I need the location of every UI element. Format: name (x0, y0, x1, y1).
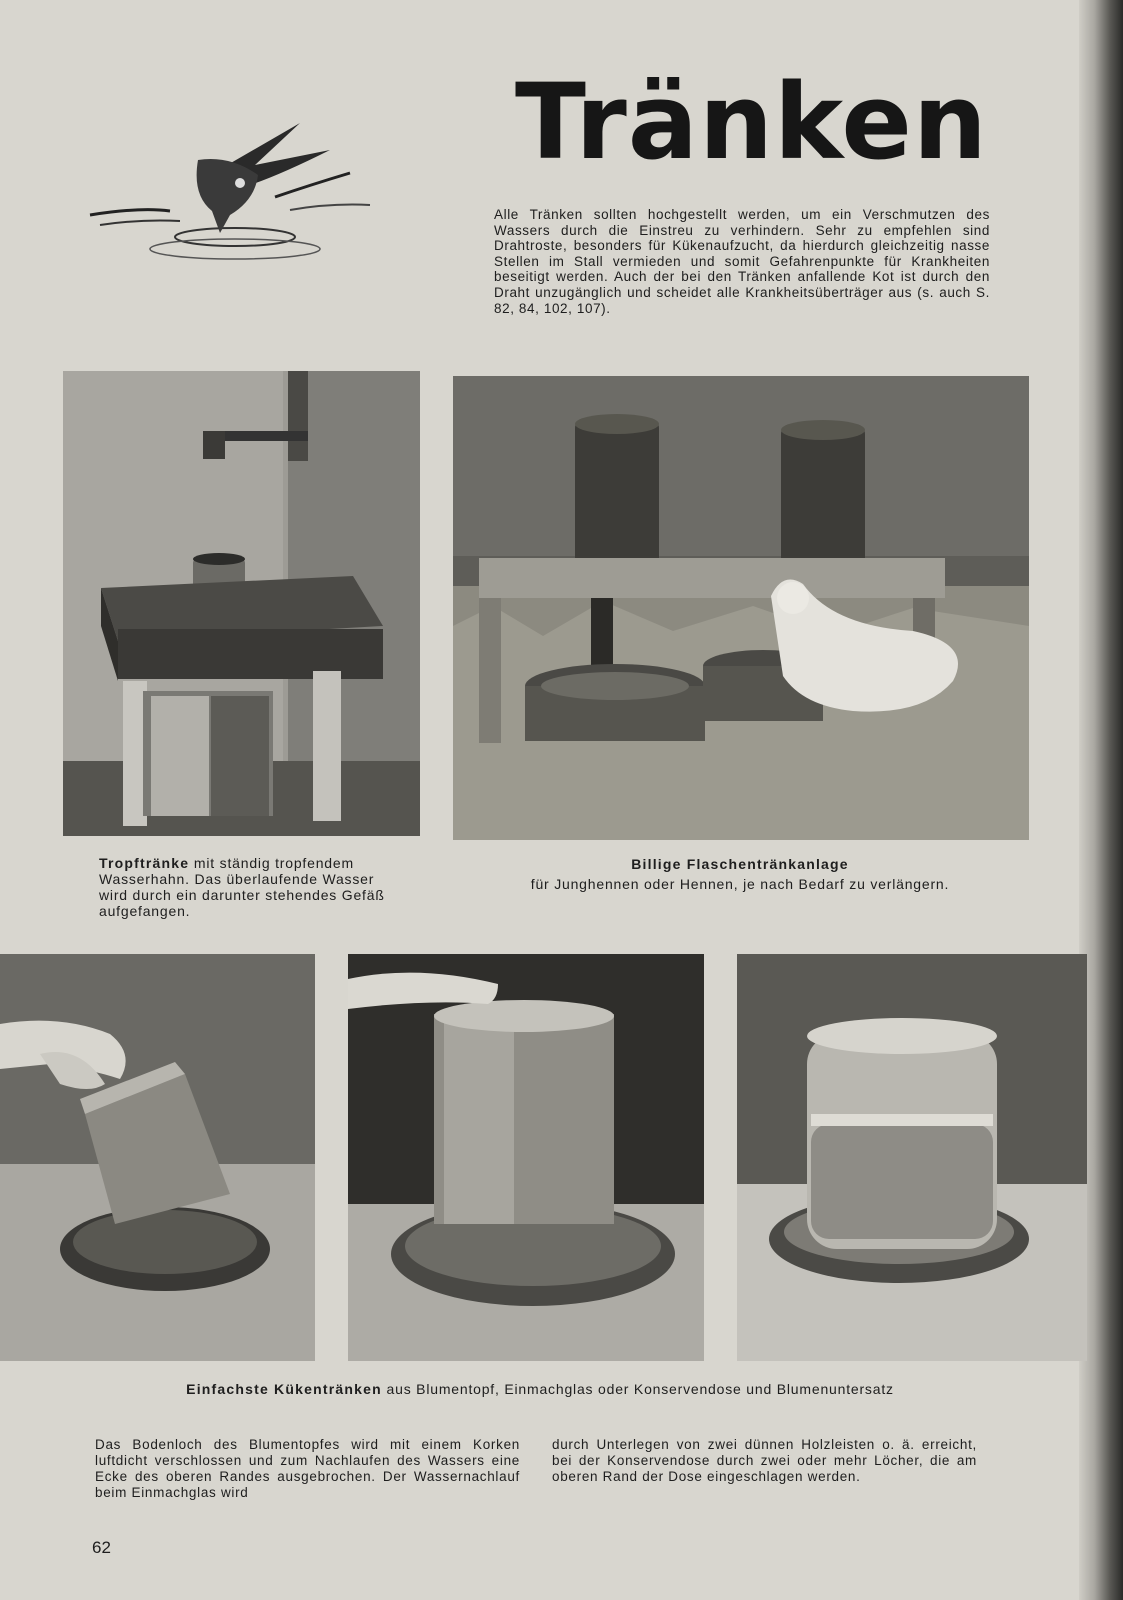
caption-title: Billige Flaschentränkanlage (631, 856, 849, 872)
intro-paragraph: Alle Tränken sollten hochgestellt werden, um ein Verschmutzen des Wassers durch die Einstreu zu verhindern. Sehr zu empfehlen sind Drahtroste, besonders für Kükenaufzucht, da hierdurch gleichzeitig nasse Stellen im Stall vermieden und somit Gefahrenpunkte für Krankheiten beseitigt werden. Auch der bei den Tränken anfallende Kot ist durch den Draht unzugänglich und scheidet alle Krankheitsüberträger aus (s. auch S. 82, 84, 102, 107). (494, 207, 990, 316)
bottle-waterer-caption (470, 856, 1010, 892)
caption-text: für Junghennen oder Hennen, je nach Bedarf zu verlängern. (530, 876, 950, 892)
body-text-left-column: Das Bodenloch des Blumentopfes wird mit einem Korken luftdicht verschlossen und zum Nachlaufen des Wassers eine Ecke des oberen Randes ausgebrochen. Der Wassernachlauf beim Einmachglas wird (95, 1437, 520, 1500)
caption-title: Tropftränke (99, 855, 190, 871)
jar-waterer-photo (737, 954, 1087, 1361)
caption-text: aus Blumentopf, Einmachglas oder Konservendose und Blumenuntersatz (381, 1381, 894, 1397)
tin-can-waterer-photo (348, 954, 704, 1361)
drip-waterer-caption (99, 855, 399, 919)
body-text-right-column: durch Unterlegen von zwei dünnen Holzleisten o. ä. erreicht, bei der Konservendose durch zwei oder mehr Löcher, die am oberen Rand der Dose eingeschlagen werden. (552, 1437, 977, 1484)
drinking-bird-illustration (80, 115, 380, 275)
bottle-waterer-photo (453, 376, 1029, 840)
drip-waterer-photo (63, 371, 420, 836)
caption-text: mit ständig tropfendem Wasserhahn. Das überlaufende Wasser wird durch ein darunter stehendes Gefäß aufgefangen. (99, 855, 385, 919)
page-title: Tränken (515, 61, 988, 183)
chick-waterers-caption (60, 1381, 1020, 1397)
page-number: 62 (92, 1538, 111, 1557)
caption-title: Einfachste Kükentränken (186, 1381, 382, 1397)
flowerpot-waterer-photo (0, 954, 315, 1361)
